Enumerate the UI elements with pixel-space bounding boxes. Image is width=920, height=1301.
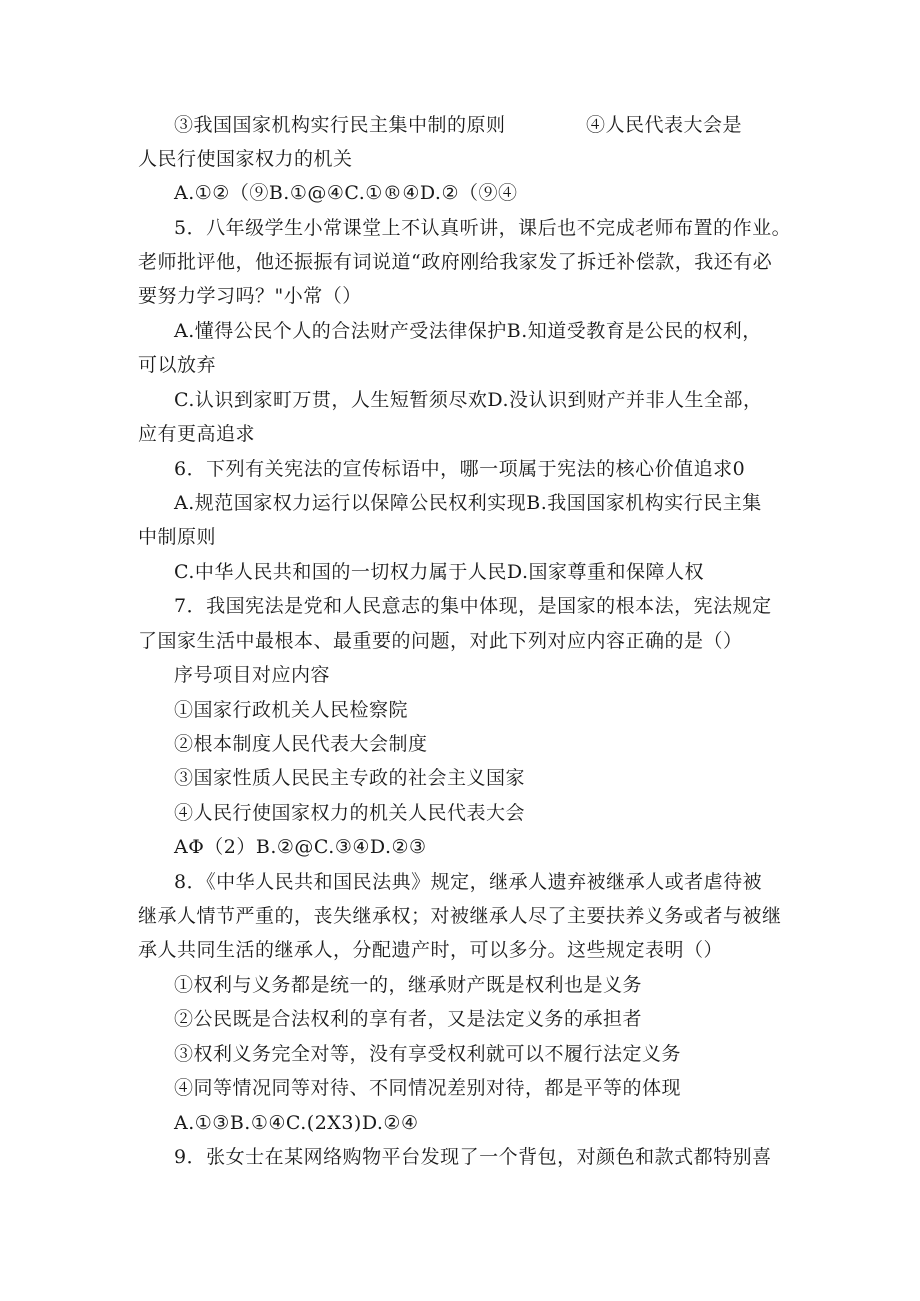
answer-options: C.认识到家町万贯，人生短暂须尽欢D.没认识到财产并非人生全部， [174, 389, 763, 411]
text-line: 人民行使国家权力的机关 [138, 148, 353, 170]
text-line: ③我国国家机构实行民主集中制的原则 [174, 114, 506, 136]
answer-options: A.①③B.①④C.(2X3)D.②④ [174, 1112, 419, 1134]
list-item: ②公民既是合法权利的享有者，又是法定义务的承担者 [174, 1008, 643, 1030]
text-line: 可以放弃 [138, 354, 217, 376]
question-9: 9．张女士在某网络购物平台发现了一个背包，对颜色和款式都特别喜 [174, 1146, 772, 1168]
question-8: 8．《中华人民共和国民法典》规定，继承人遗弃被继承人或者虐待被 [174, 871, 763, 893]
answer-options: A.规范国家权力运行以保障公民权利实现B.我国国家机构实行民主集 [174, 492, 762, 514]
list-item: ③国家性质人民民主专政的社会主义国家 [174, 767, 526, 789]
text-line: 应有更高追求 [138, 423, 256, 445]
answer-options: A.①②（⑨B.①@④C.①®④D.②（⑨④ [174, 182, 518, 204]
text-line: 了国家生活中最根本、最重要的问题，对此下列对应内容正确的是（） [138, 630, 743, 652]
list-item: ①权利与义务都是统一的，继承财产既是权利也是义务 [174, 974, 643, 996]
question-6: 6．下列有关宪法的宣传标语中，哪一项属于宪法的核心价值追求0 [174, 458, 746, 480]
text-line: 承人共同生活的继承人，分配遗产时，可以多分。这些规定表明（） [138, 939, 724, 961]
question-5: 5．八年级学生小常课堂上不认真听讲，课后也不完成老师布置的作业。 [174, 217, 792, 239]
answer-options: C.中华人民共和国的一切权力属于人民D.国家尊重和保障人权 [174, 561, 704, 583]
answer-options: AΦ（2）B.②@C.③④D.②③ [174, 836, 427, 858]
text-line: 继承人情节严重的，丧失继承权；对被继承人尽了主要扶养义务或者与被继 [138, 905, 782, 927]
list-item: ④人民行使国家权力的机关人民代表大会 [174, 802, 526, 824]
answer-options: A.懂得公民个人的合法财产受法律保护B.知道受教育是公民的权利， [174, 320, 762, 342]
list-item: ②根本制度人民代表大会制度 [174, 733, 428, 755]
table-header: 序号项目对应内容 [174, 664, 331, 686]
text-line: ④人民代表大会是 [586, 114, 743, 136]
list-item: ④同等情况同等对待、不同情况差别对待，都是平等的体现 [174, 1077, 682, 1099]
text-line: 中制原则 [138, 526, 217, 548]
text-line: 老师批评他，他还振振有词说道“政府刚给我家发了拆迁补偿款，我还有必 [138, 251, 773, 273]
list-item: ③权利义务完全对等，没有享受权利就可以不履行法定义务 [174, 1043, 682, 1065]
text-line: 要努力学习吗？"小常（） [138, 285, 362, 307]
list-item: ①国家行政机关人民检察院 [174, 699, 409, 721]
question-7: 7．我国宪法是党和人民意志的集中体现，是国家的根本法，宪法规定 [174, 595, 772, 617]
